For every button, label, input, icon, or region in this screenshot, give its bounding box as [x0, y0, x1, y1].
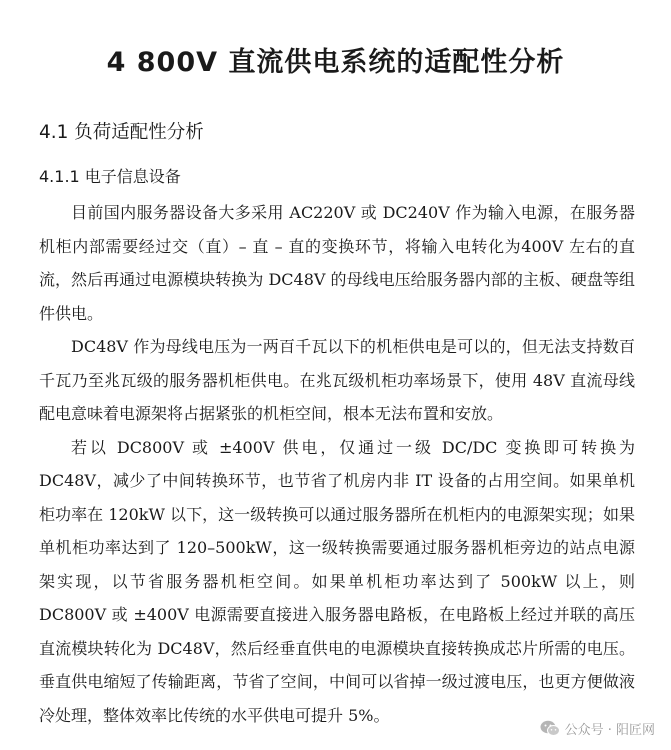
watermark — [540, 719, 655, 738]
body-text — [39, 196, 635, 732]
chapter-title: 4 800V 直流供电系统的适配性分析 — [106, 47, 565, 78]
wechat-icon — [540, 720, 560, 737]
paragraph-2: DC48V 作为母线电压为一两百千瓦以下的机柜供电是可以的，但无法支持数百千瓦乃至兆瓦级的服务器机柜供电。在兆瓦级机柜功率场景下，使用 48V 直流母线配电意味着电源架将占据紧张的机柜空间，根本无法布置和安放。 — [39, 337, 635, 423]
paragraph-1: 目前国内服务器设备大多采用 AC220V 或 DC240V 作为输入电源，在服务器机柜内部需要经过交（直）– 直 – 直的变换环节，将输入电转化为400V 左右的直流，然后再通过电源模块转换为 DC48V 的母线电压给服务器内部的主板、硬盘等组件供电。 — [39, 203, 635, 323]
section-title: 4.1 负荷适配性分析 — [39, 122, 204, 143]
subsection-title: 4.1.1 电子信息设备 — [39, 167, 181, 186]
paragraph-3: 若以 DC800V 或 ±400V 供电，仅通过一级 DC/DC 变换即可转换为 DC48V，减少了中间转换环节，也节省了机房内非 IT 设备的占用空间。如果单机柜功率在 120kW 以下，这一级转换可以通过服务器所在机柜内的电源架实现；如果单机柜功率达到了 120–500kW，这一级转换需要通过服务器机柜旁边的站点电源架实现，以节省服务器机柜空间。如果单机柜功率达到了 500kW 以上，则 DC800V 或 ±400V 电源需要直接进入服务器电路板，在电路板上经过并联的高压直流模块转化为 DC48V，然后经垂直供电的电源模块直接转换成芯片所需的电压。垂直供电缩短了传输距离，节省了空间，中间可以省掉一级过渡电压，也更方便做液冷处理，整体效率比传统的水平供电可提升 5%。 — [39, 437, 635, 725]
watermark-text: 公众号 · 阳匠网 — [564, 723, 655, 738]
